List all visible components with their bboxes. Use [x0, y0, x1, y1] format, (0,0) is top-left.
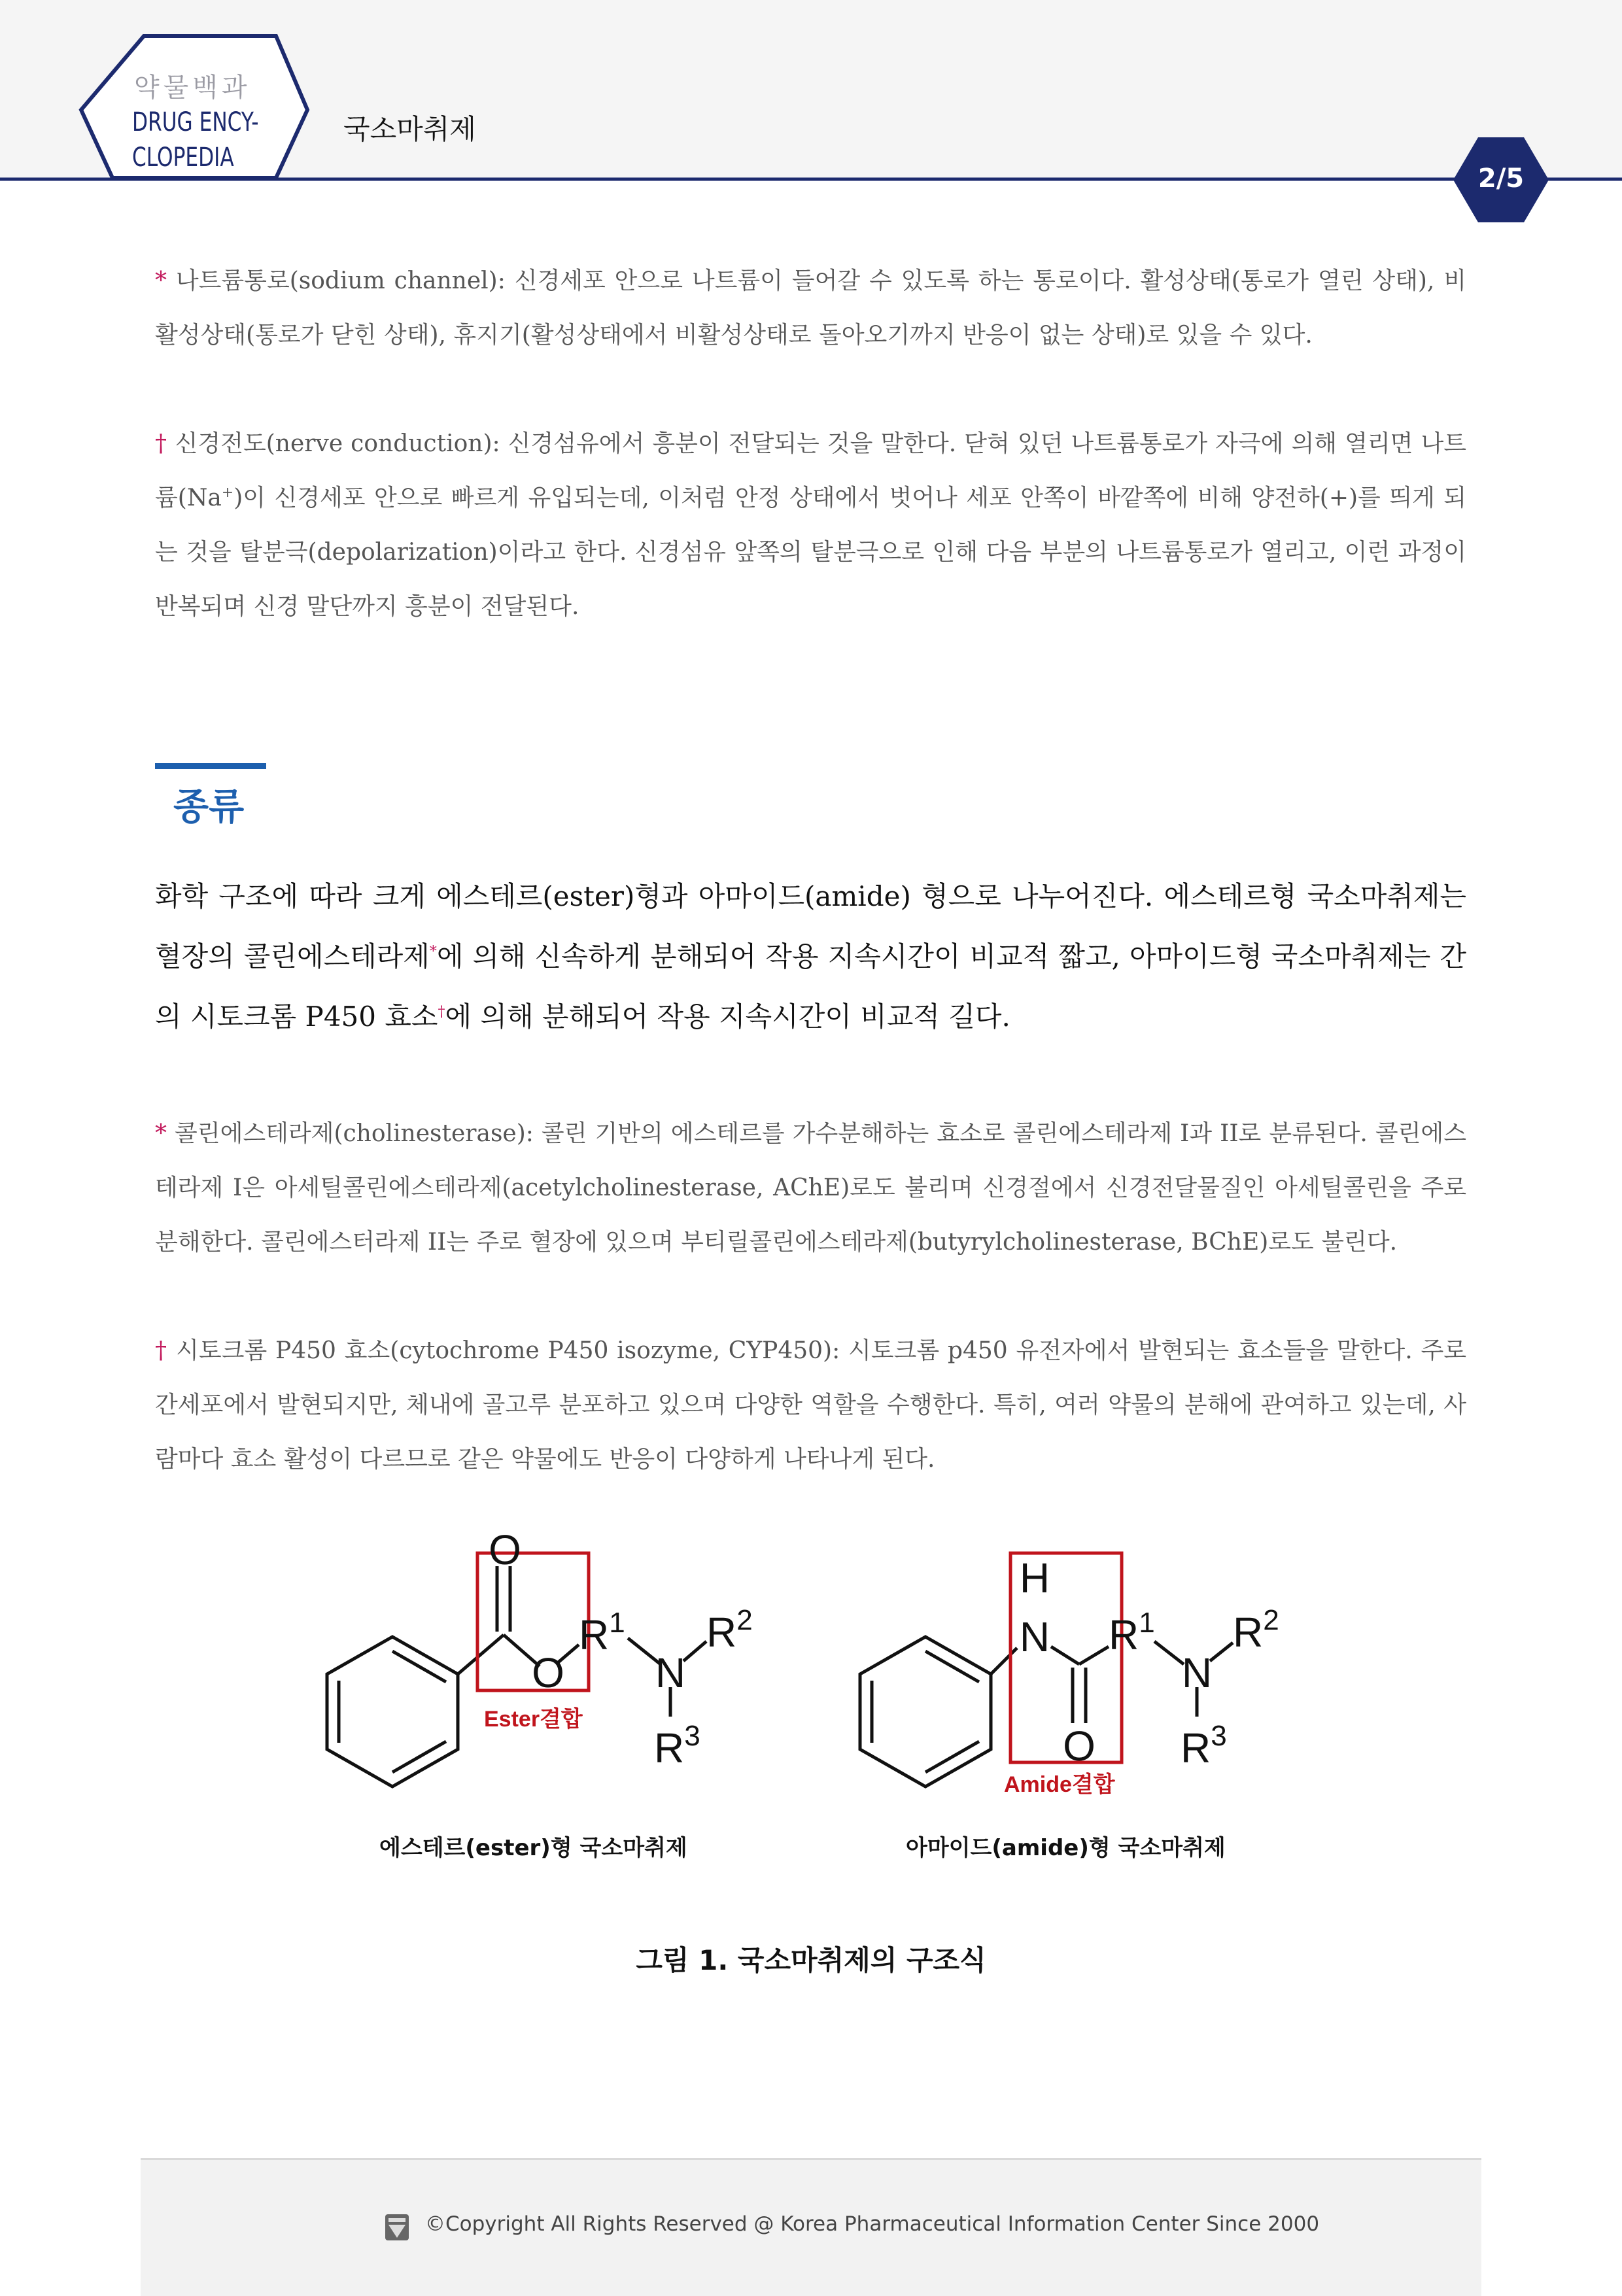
- page-number: 2/5: [1477, 163, 1525, 194]
- ester-ring-double-bond: [392, 1741, 446, 1772]
- amide-bond: [1051, 1647, 1079, 1664]
- logo-english: [132, 105, 259, 175]
- figure-title: 그림 1. 국소마취제의 구조식: [636, 1944, 986, 1976]
- r2-group: $R^2$: [1233, 1604, 1279, 1656]
- amide-bond: [1079, 1647, 1109, 1664]
- footnote-text-b: )이 신경세포 안으로 빠르게 유입되는데, 이처럼 안정 상태에서 벗어나 세포 안쪽이 바깥쪽에 비해 양전하(+)를 띄게 되는 것을 탈분극(depolarization)이라고 한다. 신경섬유 앞쪽의 탈분극으로 인해 다음 부분의 나트륨통로가 열리고, 이런 과정이 반복되며 신경 말단까지 흥분이 전달된다.: [155, 485, 1466, 620]
- amide-atoms: [1020, 1554, 1279, 1772]
- ester-structure: [327, 1566, 706, 1787]
- amide-ring-double-bond: [925, 1741, 979, 1772]
- r3-group: $R^3$: [1181, 1720, 1227, 1772]
- r3-group: $R^3$: [654, 1720, 700, 1772]
- logo-english-line1: DRUG ENCY-: [132, 107, 259, 137]
- footnote-text-a: 신경전도(nerve conduction): 신경섬유에서 흥분이 전달되는 것을 말한다. 닫혀 있던 나트륨통로가 자극에 의해 열리면 나트륨(Na: [155, 430, 1467, 511]
- document-title: 국소마취제: [343, 113, 476, 145]
- section-accent-bar: [155, 763, 266, 769]
- ester-atoms: [489, 1530, 753, 1772]
- copyright-text: ©Copyright All Rights Reserved @ Korea Pharmaceutical Information Center Since 2000: [425, 2212, 1320, 2236]
- ester-caption: 에스테르(ester)형 국소마취제: [379, 1835, 687, 1861]
- footnote-cytochrome: [155, 1324, 1466, 1486]
- ester-bond: [683, 1641, 706, 1661]
- page-header: [0, 0, 1622, 180]
- section-body: [155, 866, 1466, 1047]
- atom-nitrogen: N: [1181, 1649, 1213, 1696]
- atom-nitrogen: N: [1019, 1613, 1050, 1660]
- amide-structure: [860, 1553, 1279, 1797]
- ester-benzene-ring: [327, 1637, 458, 1787]
- ester-ring-double-bond: [392, 1651, 446, 1682]
- footnote-mark: *: [155, 267, 167, 294]
- footnote-mark: *: [155, 1120, 167, 1147]
- r1-group: $R^1$: [1109, 1607, 1155, 1658]
- footnote-mark: †: [155, 430, 167, 457]
- footnote-text: 시토크롬 P450 효소(cytochrome P450 isozyme, CYP450): 시토크롬 p450 유전자에서 발현되는 효소들을 말한다. 주로 간세포에서 발현되지만, 체내에 골고루 분포하고 있으며 다양한 역할을 수행한다. 특히, 여러 약물의 분해에 관여하고 있는데, 사람마다 효소 활성이 다르므로 같은 약물에도 반응이 다양하게 나타나게 된다.: [155, 1337, 1467, 1473]
- amide-bond-label: Amide결합: [1004, 1772, 1115, 1797]
- amide-benzene-ring: [860, 1637, 991, 1787]
- atom-oxygen: O: [489, 1530, 521, 1573]
- footnote-nerve-conduction: [155, 417, 1466, 634]
- footnote-mark: †: [155, 1337, 168, 1364]
- ester-bond-label: Ester결합: [484, 1707, 583, 1732]
- amide-ring-double-bond: [925, 1651, 979, 1682]
- amide-bond: [1154, 1641, 1184, 1664]
- body-superscript-1: *: [429, 944, 437, 960]
- atom-nitrogen: N: [655, 1649, 686, 1696]
- footnote-text: 나트륨통로(sodium channel): 신경세포 안으로 나트륨이 들어갈 수 있도록 하는 통로이다. 활성상태(통로가 열린 상태), 비활성상태(통로가 닫힌 상태), 휴지기(활성상태에서 비활성상태로 돌아오기까지 반응이 없는 상태)로 있을 수 있다.: [155, 267, 1466, 349]
- ester-bond: [458, 1635, 504, 1674]
- body-text-b: 에 의해 신속하게 분해되어 작용 지속시간이 비교적 짧고, 아마이드형 국소마취제는 간의 시토크롬 P450 효소: [155, 940, 1466, 1033]
- atom-oxygen: O: [532, 1649, 564, 1696]
- r2-group: $R^2$: [706, 1604, 753, 1656]
- body-text-c: 에 의해 분해되어 작용 지속시간이 비교적 길다.: [445, 1001, 1010, 1033]
- amide-caption: 아마이드(amide)형 국소마취제: [906, 1835, 1226, 1861]
- logo-english-line2: CLOPEDIA: [132, 143, 234, 173]
- atom-hydrogen: H: [1019, 1554, 1050, 1602]
- atom-oxygen: O: [1063, 1722, 1096, 1770]
- r1-group: $R^1$: [579, 1607, 625, 1658]
- footnote-sodium-channel: [155, 254, 1466, 362]
- footnote-text: 콜린에스테라제(cholinesterase): 콜린 기반의 에스테르를 가수분해하는 효소로 콜린에스테라제 I과 II로 분류된다. 콜린에스테라제 I은 아세틸콜린에스테라제(acetylcholinesterase, AChE)로도 불리며 신경절에서 신경전달물질인 아세틸콜린을 주로 분해한다. 콜린에스터라제 II는 주로 혈장에 있으며 부티릴콜린에스테라제(butyrylcholinesterase, BChE)로도 불린다.: [155, 1120, 1466, 1256]
- kpic-logo-icon: [383, 2212, 411, 2243]
- amide-bond: [1210, 1643, 1233, 1661]
- amide-bond: [991, 1648, 1017, 1674]
- section-title: 종류: [173, 786, 245, 829]
- footnote-cholinesterase: [155, 1106, 1466, 1269]
- logo-korean: 약물백과: [134, 73, 251, 103]
- body-text-a: 화학 구조에 따라 크게 에스테르(ester)형과 아마이드(amide) 형으로 나누어진다. 에스테르형 국소마취제는 혈장의 콜린에스테라제: [155, 880, 1466, 972]
- footnote-superscript: +: [221, 485, 234, 501]
- body-superscript-2: †: [438, 1004, 445, 1020]
